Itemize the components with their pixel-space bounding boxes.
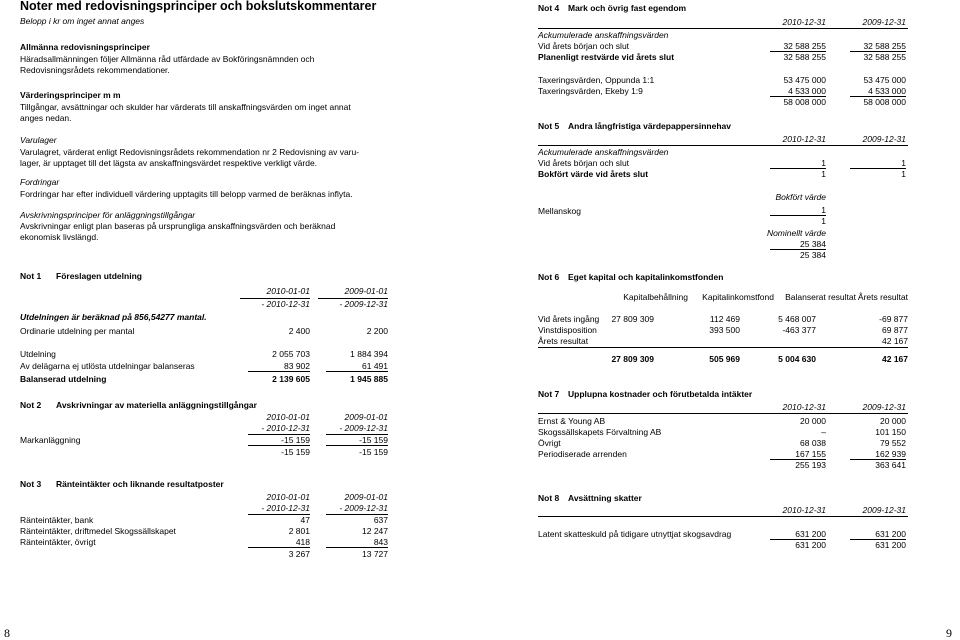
inventory-text: Varulagret, värderat enligt Redovisningsrådets rekommendation nr 2 Redovisning av varu-	[20, 147, 360, 157]
table-cell: 167 155	[770, 449, 826, 460]
note-5-col2-header: 2009-12-31	[862, 134, 906, 144]
table-cell: 631 200	[770, 529, 826, 540]
table-row-label: Planenligt restvärde vid årets slut	[538, 52, 675, 62]
general-principles-text: Häradsallmänningen följer Allmänna råd utfärdade av Bokföringsnämnden och	[20, 54, 315, 64]
table-cell: 61 491	[326, 361, 388, 372]
table-cell: 637	[326, 514, 388, 525]
table-row-label: Mellanskog	[538, 206, 581, 216]
table-cell: 32 588 255	[850, 41, 906, 52]
note-2-number: Not 2	[20, 400, 42, 410]
table-cell: 255 193	[795, 460, 826, 470]
table-cell: 2 055 703	[272, 349, 310, 359]
table-cell: 20 000	[800, 416, 826, 426]
table-row-label: Övrigt	[538, 438, 561, 448]
table-row-label: Taxeringsvärden, Ekeby 1:9	[538, 86, 643, 96]
table-row-label: Ränteintäkter, övrigt	[20, 537, 96, 547]
note-1-title: Föreslagen utdelning	[56, 271, 142, 281]
valuation-text: Tillgångar, avsättningar och skulder har värderats till anskaffningsvärden om inget annat	[20, 102, 351, 112]
table-row-label: Bokfört värde vid årets slut	[538, 169, 649, 179]
note-5-title: Andra långfristiga värdepappersinnehav	[568, 121, 731, 131]
table-cell: 1	[770, 205, 826, 216]
note-3-title: Ränteintäkter och liknande resultatposter	[56, 479, 224, 489]
note-4-col1-header: 2010-12-31	[782, 17, 826, 27]
note-1-col1-header: 2010-01-01	[266, 286, 310, 296]
note-4-col2-header: 2009-12-31	[862, 17, 906, 27]
depreciation-text: ekonomisk livslängd.	[20, 232, 99, 242]
note-1-col1-header: - 2010-12-31	[240, 298, 310, 309]
table-cell: -15 159	[248, 434, 310, 446]
table-cell: 1 945 885	[350, 374, 388, 384]
column-header: Årets resultat	[857, 292, 908, 302]
table-cell: 2 139 605	[272, 374, 310, 384]
table-cell: 69 877	[882, 325, 908, 335]
table-row-label: Årets resultat	[538, 336, 589, 346]
table-cell: 363 641	[875, 460, 906, 470]
table-row-label: Ränteintäkter, bank	[20, 515, 94, 525]
table-cell: -15 159	[326, 434, 388, 446]
table-cell: 3 267	[288, 549, 310, 559]
table-row-label: Skogssällskapets Förvaltning AB	[538, 427, 662, 437]
table-cell: 631 200	[875, 540, 906, 550]
divider	[538, 347, 908, 348]
table-cell: 112 469	[709, 314, 740, 324]
table-cell: 1	[850, 158, 906, 169]
table-cell: 53 475 000	[863, 75, 906, 85]
depreciation-text: Avskrivningar enligt plan baseras på ursprungliga anskaffningsvärden och beräknad	[20, 221, 336, 231]
note-1-col2-header: - 2009-12-31	[318, 298, 388, 309]
table-cell: 631 200	[850, 529, 906, 540]
nominellt-varde-header: Nominellt värde	[766, 228, 826, 238]
note-8-title: Avsättning skatter	[568, 493, 642, 503]
valuation-heading: Värderingsprinciper m m	[20, 90, 121, 100]
receivables-heading: Fordringar	[20, 177, 60, 187]
note-5-number: Not 5	[538, 121, 560, 131]
note-2-col2-header: - 2009-12-31	[339, 423, 388, 433]
table-cell: -15 159	[281, 447, 310, 457]
table-cell: 13 727	[362, 549, 388, 559]
column-header: Kapitalbehållning	[623, 292, 688, 302]
note-1-number: Not 1	[20, 271, 42, 281]
page-subtitle: Belopp i kr om inget annat anges	[20, 16, 145, 26]
note-1-col2-header: 2009-01-01	[344, 286, 388, 296]
table-cell: 162 939	[850, 449, 906, 460]
general-principles-heading: Allmänna redovisningsprinciper	[20, 42, 150, 52]
bokfort-varde-header: Bokfört värde	[775, 192, 826, 202]
note-4-number: Not 4	[538, 3, 560, 13]
table-cell: 25 384	[770, 239, 826, 250]
note-6-number: Not 6	[538, 272, 560, 282]
table-cell: 32 588 255	[770, 41, 826, 52]
table-cell: 393 500	[709, 325, 740, 335]
general-principles-text: Redovisningsrådets rekommendationer.	[20, 65, 170, 75]
divider	[538, 28, 908, 29]
table-cell: 83 902	[248, 361, 310, 372]
table-cell: 58 008 000	[863, 97, 906, 107]
note-7-title: Upplupna kostnader och förutbetalda intäkter	[568, 389, 753, 399]
table-cell: 47	[248, 514, 310, 525]
table-cell: 42 167	[882, 336, 908, 346]
page-title: Noter med redovisningsprinciper och bokslutskommentarer	[20, 0, 377, 13]
note-3-col1-header: 2010-01-01	[266, 492, 310, 502]
note-1-subheading: Utdelningen är beräknad på 856,54277 mantal.	[20, 312, 207, 322]
column-header: Kapitalinkomstfond	[702, 292, 774, 302]
table-cell: 418	[248, 537, 310, 548]
table-cell: 1 884 394	[350, 349, 388, 359]
note-2-col2-header: 2009-01-01	[344, 412, 388, 422]
note-3-number: Not 3	[20, 479, 42, 489]
table-cell: 12 247	[362, 526, 388, 536]
table-cell: 505 969	[709, 354, 740, 364]
note-2-col1-header: 2010-01-01	[266, 412, 310, 422]
page-number: 9	[946, 626, 952, 640]
note-8-col1-header: 2010-12-31	[782, 505, 826, 515]
depreciation-heading: Avskrivningsprinciper för anläggningstillgångar	[20, 210, 196, 220]
inventory-heading: Varulager	[20, 135, 57, 145]
table-cell: 101 150	[875, 427, 906, 437]
note-7-col1-header: 2010-12-31	[782, 402, 826, 412]
note-6-title: Eget kapital och kapitalinkomstfonden	[568, 272, 724, 282]
table-row-label: Utdelning	[20, 349, 56, 359]
table-cell: 42 167	[882, 354, 908, 364]
receivables-text: Fordringar har efter individuell värdering upptagits till belopp varmed de beräknas inflyta.	[20, 189, 353, 199]
table-row-label: Vid årets början och slut	[538, 41, 630, 51]
table-row-label: Ernst & Young AB	[538, 416, 606, 426]
divider	[538, 516, 908, 517]
table-cell: 27 809 309	[611, 314, 654, 324]
table-cell: 1	[901, 169, 906, 179]
table-row-label: Vinstdisposition	[538, 325, 597, 335]
table-cell: -463 377	[782, 325, 816, 335]
note-3-col2-header: 2009-01-01	[344, 492, 388, 502]
table-row-label: Balanserad utdelning	[20, 374, 107, 384]
table-cell: -15 159	[359, 447, 388, 457]
table-cell: 2 200	[366, 326, 388, 336]
note-7-number: Not 7	[538, 389, 560, 399]
note-3-col2-header: - 2009-12-31	[339, 503, 388, 513]
table-row-label: Av delägarna ej utlösta utdelningar balanseras	[20, 361, 195, 371]
note-2-title: Avskrivningar av materiella anläggningstillgångar	[56, 400, 257, 410]
table-row-label: Vid årets början och slut	[538, 158, 630, 168]
table-cell: 1	[770, 158, 826, 169]
table-cell: 631 200	[795, 540, 826, 550]
table-cell: 53 475 000	[783, 75, 826, 85]
divider	[538, 413, 908, 414]
table-cell: -69 877	[879, 314, 908, 324]
valuation-text: anges nedan.	[20, 113, 72, 123]
table-row-label: Periodiserade arrenden	[538, 449, 627, 459]
table-row-label: Ordinarie utdelning per mantal	[20, 326, 135, 336]
note-8-number: Not 8	[538, 493, 560, 503]
table-row-label: Markanläggning	[20, 435, 81, 445]
note-4-subheading: Ackumulerade anskaffningsvärden	[538, 30, 669, 40]
note-5-subheading: Ackumulerade anskaffningsvärden	[538, 147, 669, 157]
table-cell: 25 384	[800, 250, 826, 260]
table-row-label: Ränteintäkter, driftmedel Skogssällskapet	[20, 526, 176, 536]
note-5-col1-header: 2010-12-31	[782, 134, 826, 144]
table-cell: 58 008 000	[783, 97, 826, 107]
table-cell: 5 004 630	[778, 354, 816, 364]
table-row-label: Taxeringsvärden, Oppunda 1:1	[538, 75, 655, 85]
table-cell: 68 038	[800, 438, 826, 448]
table-cell: 5 468 007	[778, 314, 816, 324]
table-cell: 32 588 255	[863, 52, 906, 62]
page-number: 8	[4, 626, 10, 640]
table-cell: 2 801	[288, 526, 310, 536]
table-cell: –	[821, 427, 826, 437]
table-cell: 4 533 000	[770, 86, 826, 97]
table-cell: 1	[821, 169, 826, 179]
table-cell: 1	[821, 216, 826, 226]
note-3-col1-header: - 2010-12-31	[261, 503, 310, 513]
divider	[538, 145, 908, 146]
right-page	[480, 0, 960, 640]
table-row-label: Vid årets ingång	[538, 314, 600, 324]
table-row-label: Latent skatteskuld på tidigare utnyttjat skogsavdrag	[538, 529, 732, 539]
column-header: Balanserat resultat	[785, 292, 856, 302]
table-cell: 79 552	[880, 438, 906, 448]
note-7-col2-header: 2009-12-31	[862, 402, 906, 412]
table-cell: 32 588 255	[783, 52, 826, 62]
note-8-col2-header: 2009-12-31	[862, 505, 906, 515]
table-cell: 843	[326, 537, 388, 548]
inventory-text: lager, är upptaget till det lägsta av anskaffningsvärdet respektive verkligt värde.	[20, 158, 318, 168]
note-2-col1-header: - 2010-12-31	[261, 423, 310, 433]
table-cell: 27 809 309	[611, 354, 654, 364]
table-cell: 4 533 000	[850, 86, 906, 97]
note-4-title: Mark och övrig fast egendom	[568, 3, 687, 13]
table-cell: 2 400	[288, 326, 310, 336]
table-cell: 20 000	[880, 416, 906, 426]
